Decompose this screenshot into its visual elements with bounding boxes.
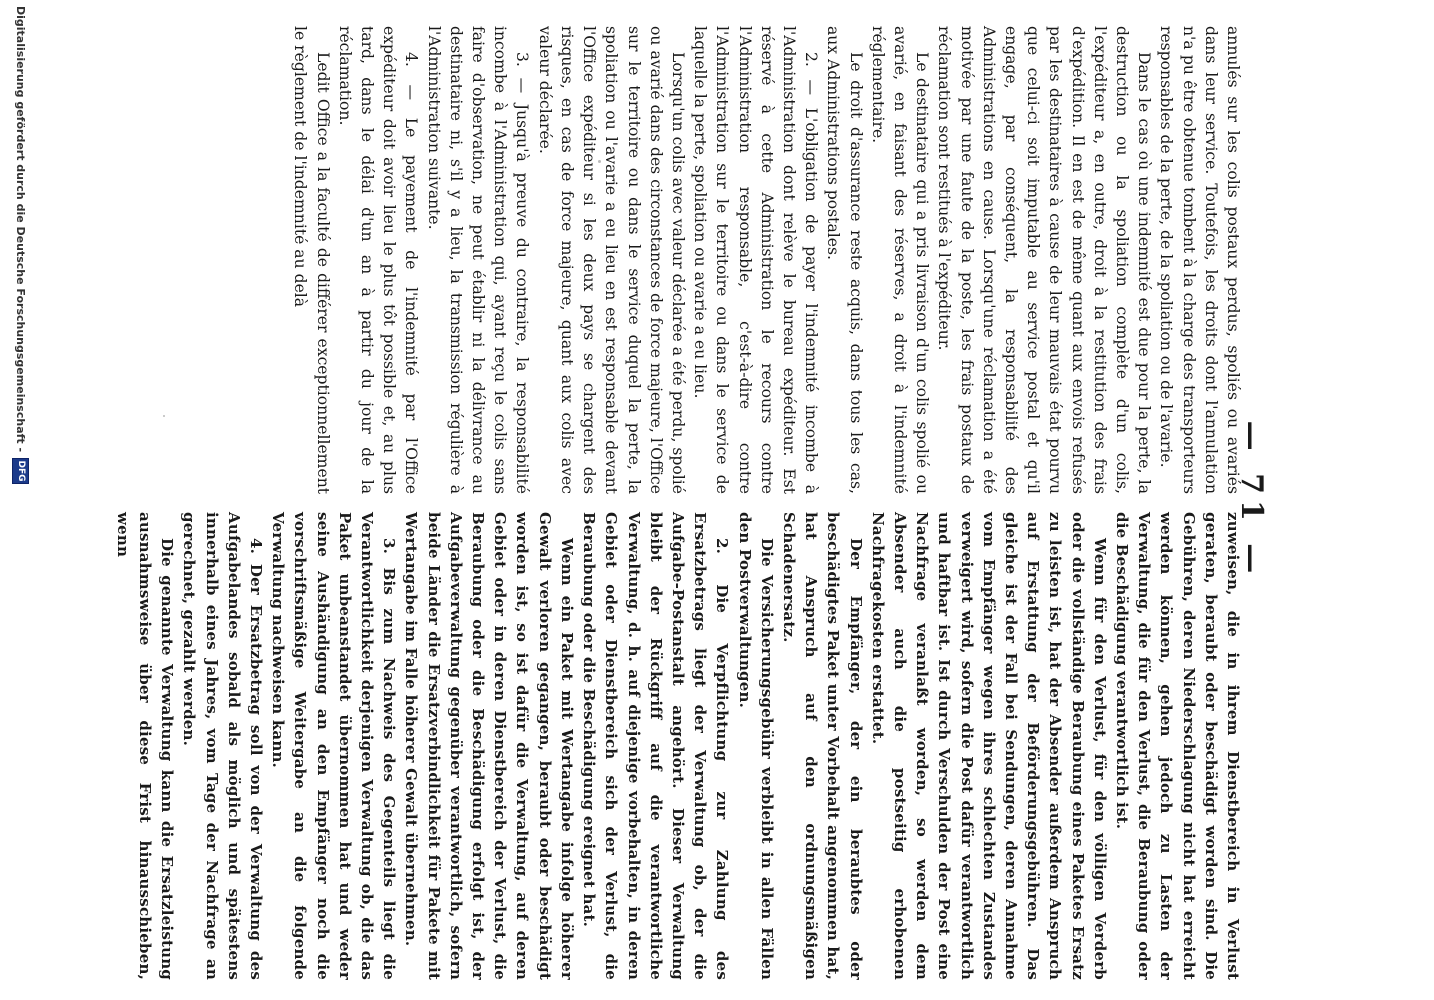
page-number: — 71 —	[1234, 420, 1269, 580]
french-text-column	[174, 26, 1244, 494]
credit-text: Digitalisierung gefördert durch die Deutsche Forschungsgemeinschaft -	[14, 6, 27, 453]
french-paragraph: 4. — Le payement de l'indemnité par l'Office expéditeur doit avoir lieu le plus tôt possible et, au plus tard, dans le délai d'un an à partir du jour de la réclamation.	[335, 26, 421, 494]
french-paragraph: 3. — Jusqu'à preuve du contraire, la responsabilité incombe à l'Administration qui, ayant reçu le colis sans faire d'observation, ne peut établir ni la délivrance au destinataire ni, s'il y a lieu, la transmission régulière à l'Administration suivante.	[424, 26, 532, 494]
german-paragraph: Wenn ein Paket mit Wertangabe infolge höherer Gewalt verloren gegangen, beraubt oder beschädigt worden ist, so ist dafür die Verwaltung, auf deren Gebiet oder in deren Dienstbereich der Verlust, die Beraubung oder die Beschädigung erfolgt ist, der Aufgabeverwaltung gegenüber verantwortlich, sofern beide Länder die Ersatzverbindlichkeit für Pakete mit Wertangabe im Falle höherer Gewalt übernehmen.	[402, 512, 576, 980]
french-paragraph: Lorsqu'un colis avec valeur déclarée a été perdu, spolié ou avarié dans des circonstances de force majeure, l'Office sur le territoire ou dans le service duquel la perte, la spoliation ou l'avarie a eu lieu en est responsable devant l'Office expéditeur si les deux pays se chargent des risques, en cas de force majeure, quant aux colis avec valeur déclarée.	[535, 26, 687, 494]
scan-speck	[163, 415, 165, 417]
french-paragraph: Dans le cas où une indemnité est due pour la perte, la destruction ou la spoliation complète d'un colis, l'expéditeur a, en outre, droit à la restitution des frais d'expédition. Il en est de même quant aux envois refusés par les destinataires à cause de leur mauvais état pourvu que celui-ci soit imputable au service postal et qu'il engage, par conséquent, la responsabilité des Administrations en cause. Lorsqu'une réclamation a été motivée par une faute de la poste, les frais postaux de réclamation sont restitués à l'expéditeur.	[935, 26, 1154, 494]
french-paragraph: 2. — L'obligation de payer l'indemnité incombe à l'Administration dont relève le bureau expéditeur. Est réservé à cette Administration le recours contre l'Administration responsable, c'est-à-dire contre l'Administration sur le territoire ou dans le service de laquelle la perte, spoliation ou avarie a eu lieu.	[691, 26, 821, 494]
german-paragraph: Der Empfänger, der ein beraubtes oder beschädigtes Paket unter Vorbehalt angenommen hat, hat Anspruch auf den ordnungsmäßigen Schadenersatz.	[779, 512, 865, 980]
german-text-column	[113, 512, 1244, 980]
dfg-logo: DFG	[12, 458, 29, 484]
french-paragraph: Le droit d'assurance reste acquis, dans tous les cas, aux Administrations postales.	[824, 26, 865, 494]
french-paragraph: Ledit Office a la faculté de différer exceptionnellement le règlement de l'indemnité au delà	[291, 26, 332, 494]
german-paragraph: Die Versicherungsgebühr verbleibt in allen Fällen den Postverwaltungen.	[735, 512, 776, 980]
german-paragraph: 4. Der Ersatzbetrag soll von der Verwaltung des Aufgabelandes sobald als möglich und spätestens innerhalb eines Jahres, vom Tage der Nachfrage an gerechnet, gezahlt werden.	[180, 512, 266, 980]
scan-speck	[598, 160, 601, 163]
french-paragraph: annulés sur les colis postaux perdus, spoliés ou avariés dans leur service. Toutefois, les droits dont l'annulation n'a pu être obtenue tombent à la charge des transporteurs responsables de la perte, de la spoliation ou de l'avarie.	[1157, 26, 1242, 494]
german-paragraph: Wenn für den Verlust, für den völligen Verderb oder die vollständige Beraubung eines Paketes Ersatz zu leisten ist, hat der Absender außerdem Anspruch auf Erstattung der Beförderungsgebühren. Das gleiche ist der Fall bei Sendungen, deren Annahme vom Empfänger wegen ihres schlechten Zustandes verweigert wird, sofern die Post dafür verantwortlich und haftbar ist. Ist durch Verschulden der Post eine Nachfrage veranlaßt worden, so werden dem Absender auch die postseitig erhobenen Nachfragekosten erstattet.	[868, 512, 1109, 980]
digitization-credit	[12, 6, 29, 484]
german-paragraph: Die genannte Verwaltung kann die Ersatzleistung ausnahmsweise über diese Frist hinausschieben, wenn	[113, 512, 177, 980]
german-paragraph: 2. Die Verpflichtung zur Zahlung des Ersatzbetrags liegt der Verwaltung ob, der die Aufgabe-Postanstalt angehört. Dieser Verwaltung bleibt der Rückgriff auf die verantwortliche Verwaltung, d. h. auf diejenige vorbehalten, in deren Gebiet oder Dienstbereich sich der Verlust, die Beraubung oder die Beschädigung ereignet hat.	[580, 512, 732, 980]
french-paragraph: Le destinataire qui a pris livraison d'un colis spolié ou avarié, en faisant des réserves, a droit à l'indemnité réglementaire.	[868, 26, 932, 494]
german-paragraph: 3. Bis zum Nachweis des Gegenteils liegt die Verantwortlichkeit derjenigen Verwaltung ob, die das Paket unbeanstandet übernommen hat und weder seine Aushändigung an den Empfänger noch die vorschriftsmäßige Weitergabe an die folgende Verwaltung nachweisen kann.	[269, 512, 399, 980]
german-paragraph: zuweisen, die in ihrem Dienstbereich in Verlust geraten, beraubt oder beschädigt worden sind. Die Gebühren, deren Niederschlagung nicht hat erreicht werden können, gehen jedoch zu Lasten der Verwaltung, die für den Verlust, die Beraubung oder die Beschädigung verantwortlich ist.	[1112, 512, 1242, 980]
